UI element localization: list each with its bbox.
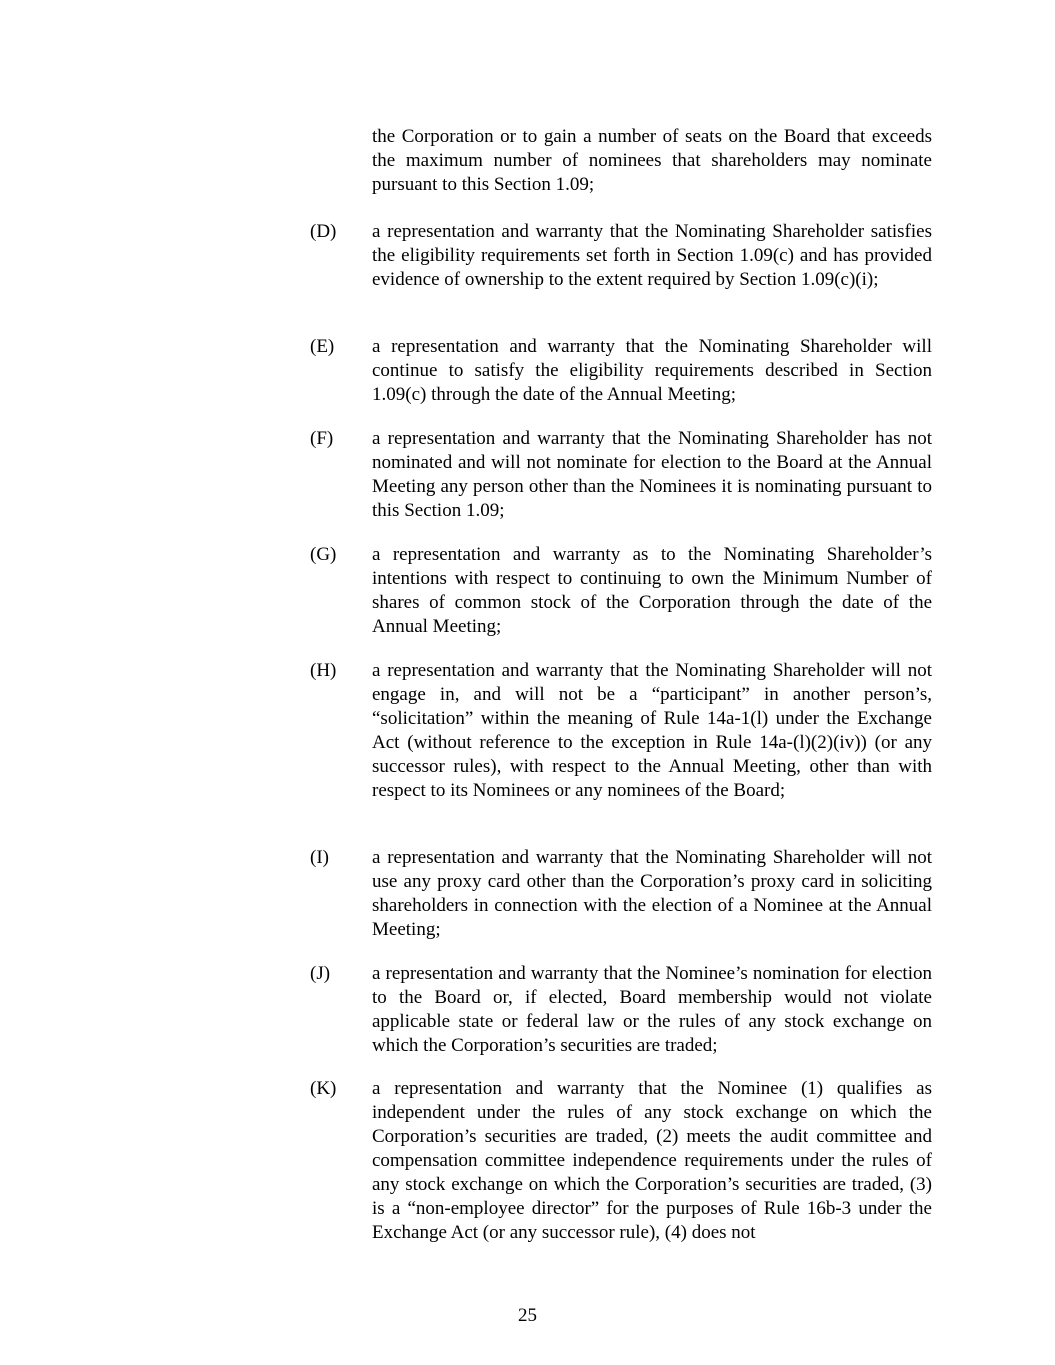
item-marker: (J) <box>310 963 331 984</box>
item-marker: (K) <box>310 1078 337 1099</box>
item-text: a representation and warranty that the Nominating Shareholder will continue to satisfy the eligibility requirements described in Section 1.09(c) through the date of the Annual Meeting; <box>372 336 932 405</box>
item-text: a representation and warranty as to the Nominating Shareholder’s intentions with respect to continuing to own the Minimum Number of shares of common stock of the Corporation through the date of the Annual Meeting; <box>372 544 932 637</box>
continuation-paragraph: the Corporation or to gain a number of seats on the Board that exceeds the maximum number of nominees that shareholders may nominate pursuant to this Section 1.09; <box>372 126 932 195</box>
item-marker: (E) <box>310 336 335 357</box>
item-marker: (I) <box>310 847 329 868</box>
item-marker: (H) <box>310 660 337 681</box>
item-text: a representation and warranty that the Nominating Shareholder will not use any proxy card other than the Corporation’s proxy card in soliciting shareholders in connection with the election of a Nominee at the Annual Meeting; <box>372 847 932 940</box>
item-marker: (D) <box>310 221 337 242</box>
page-number: 25 <box>518 1305 537 1326</box>
item-marker: (F) <box>310 428 334 449</box>
item-text: a representation and warranty that the Nominee (1) qualifies as independent under the rules of any stock exchange on which the Corporation’s securities are traded, (2) meets the audit committee and compensation committee independence requirements under the rules of any stock exchange on which the Corporation’s securities are traded, (3) is a “non-employee director” for the purposes of Rule 16b-3 under the Exchange Act (or any successor rule), (4) does not <box>372 1078 932 1243</box>
item-text: a representation and warranty that the Nominee’s nomination for election to the Board or, if elected, Board membership would not violate applicable state or federal law or the rules of any stock exchange on which the Corporation’s securities are traded; <box>372 963 932 1056</box>
item-marker: (G) <box>310 544 337 565</box>
item-text: a representation and warranty that the Nominating Shareholder will not engage in, and will not be a “participant” in another person’s, “solicitation” within the meaning of Rule 14a-1(l) under the Exchange Act (without reference to the exception in Rule 14a-(l)(2)(iv)) (or any successor rules), with respect to the Annual Meeting, other than with respect to its Nominees or any nominees of the Board; <box>372 660 932 801</box>
item-text: a representation and warranty that the Nominating Shareholder has not nominated and will not nominate for election to the Board at the Annual Meeting any person other than the Nominees it is nominating pursuant to this Section 1.09; <box>372 428 932 521</box>
item-text: a representation and warranty that the Nominating Shareholder satisfies the eligibility requirements set forth in Section 1.09(c) and has provided evidence of ownership to the extent required by Section 1.09(c)(i); <box>372 221 932 290</box>
